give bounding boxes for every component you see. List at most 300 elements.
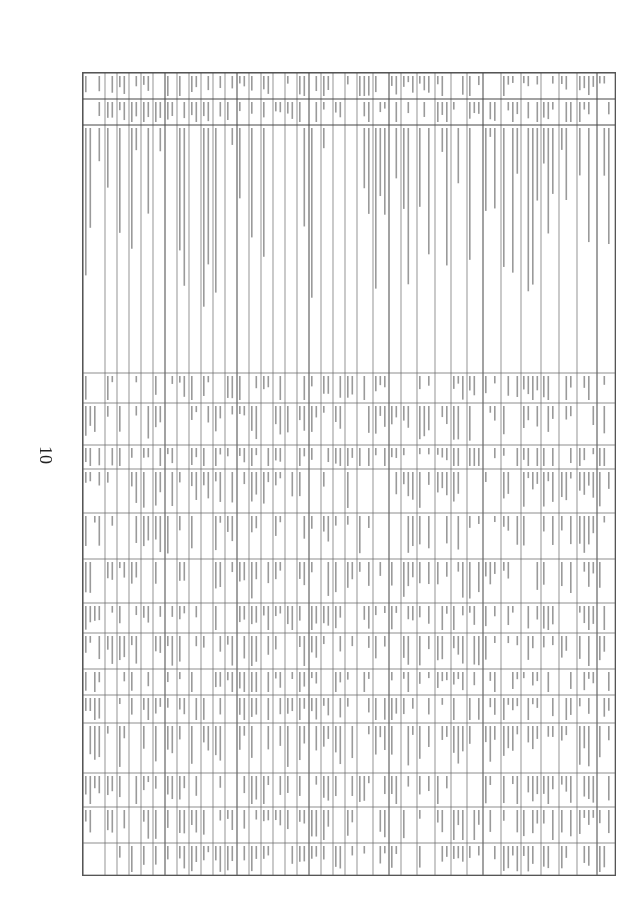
cell-text-mark [148,672,150,686]
cell-text-mark [244,606,246,620]
cell-text-mark [191,846,193,871]
cell-text-mark [335,562,337,592]
cell-text-mark [396,472,398,494]
cell-text-mark [548,846,550,868]
cell-text-mark [485,776,487,803]
cell-text-mark [508,102,510,110]
cell-text-mark [552,448,554,466]
cell-text-mark [503,698,505,720]
cell-text-mark [485,376,487,393]
cell-text-mark [552,516,554,545]
cell-text-mark [384,810,386,837]
cell-text-mark [437,102,439,122]
cell-text-mark [428,448,430,454]
cell-text-mark [566,776,568,792]
cell-text-mark [136,562,138,577]
cell-text-mark [160,606,162,617]
cell-text-mark [347,516,349,525]
cell-text-mark [328,516,330,542]
cell-text-mark [340,672,342,682]
cell-text-mark [172,376,174,384]
cell-text-mark [446,606,448,614]
cell-text-mark [442,406,444,417]
cell-text-mark [570,376,572,388]
cell-text-mark [316,102,318,122]
cell-text-mark [263,102,265,117]
cell-text-mark [196,76,198,87]
cell-text-mark [304,846,306,861]
cell-text-mark [251,448,253,466]
cell-text-mark [593,606,595,624]
cell-text-mark [469,606,471,613]
cell-text-mark [474,636,476,665]
cell-text-mark [191,672,193,692]
cell-text-mark [316,698,318,719]
cell-text-mark [275,102,277,111]
cell-text-mark [191,102,193,115]
cell-text-mark [453,448,455,466]
cell-text-mark [311,606,313,630]
cell-text-mark [220,472,222,502]
cell-text-mark [244,448,246,462]
cell-text-mark [148,810,150,839]
cell-text-mark [552,698,554,716]
cell-text-mark [112,376,114,382]
cell-text-mark [124,810,126,828]
cell-text-mark [593,562,595,573]
cell-text-mark [94,698,96,720]
cell-text-mark [335,726,337,752]
cell-text-mark [532,672,534,685]
cell-text-mark [251,672,253,692]
cell-text-mark [412,606,414,620]
cell-text-mark [323,472,325,487]
cell-text-mark [280,472,282,478]
cell-text-mark [588,776,590,799]
cell-text-mark [179,376,181,383]
cell-text-mark [412,726,414,735]
cell-text-mark [256,516,258,528]
cell-text-mark [469,448,471,466]
cell-text-mark [604,636,606,652]
cell-text-mark [517,810,519,832]
cell-text-mark [419,846,421,868]
cell-text-mark [494,128,496,208]
cell-text-mark [184,846,186,868]
cell-text-mark [232,376,234,398]
cell-text-mark [239,562,241,582]
cell-text-mark [136,128,138,150]
cell-text-mark [160,102,162,118]
cell-text-mark [244,698,246,720]
cell-text-mark [458,128,460,183]
cell-text-mark [412,562,414,577]
cell-text-mark [462,376,464,400]
cell-text-mark [328,76,330,90]
cell-text-mark [458,516,460,550]
cell-text-mark [131,128,133,249]
cell-text-mark [131,102,133,122]
cell-text-mark [99,636,101,659]
cell-text-mark [380,726,382,737]
cell-text-mark [251,516,253,532]
cell-text-mark [244,76,246,86]
cell-text-mark [532,846,534,864]
cell-text-mark [244,726,246,736]
cell-text-mark [256,406,258,439]
cell-text-mark [528,102,530,118]
cell-text-mark [107,810,109,830]
cell-text-mark [251,76,253,91]
cell-text-mark [446,128,448,265]
cell-text-mark [359,562,361,572]
cell-text-mark [220,776,222,788]
cell-text-mark [428,726,430,747]
cell-text-mark [478,636,480,665]
cell-text-mark [408,562,410,586]
cell-text-mark [227,846,229,870]
cell-text-mark [359,448,361,466]
cell-text-mark [469,846,471,858]
cell-text-mark [179,128,181,250]
cell-text-mark [85,606,87,630]
cell-text-mark [391,406,393,424]
cell-text-mark [148,102,150,117]
cell-text-mark [287,698,289,714]
cell-text-mark [364,102,366,116]
cell-text-mark [124,76,126,94]
cell-text-mark [311,636,313,652]
cell-text-mark [316,606,318,624]
cell-text-mark [570,776,572,803]
cell-text-mark [503,776,505,803]
cell-text-mark [608,128,610,244]
cell-text-mark [532,636,534,648]
cell-text-mark [112,76,114,93]
cell-text-mark [136,102,138,116]
cell-text-mark [99,448,101,465]
cell-text-mark [584,76,586,88]
cell-text-mark [419,672,421,684]
cell-text-mark [462,76,464,95]
cell-text-mark [172,448,174,463]
cell-text-mark [608,672,610,691]
cell-text-mark [124,636,126,657]
cell-text-mark [316,810,318,837]
cell-text-mark [359,516,361,553]
cell-text-mark [384,128,386,215]
cell-text-mark [347,76,349,84]
cell-text-mark [523,406,525,428]
cell-text-mark [561,636,563,658]
cell-text-mark [220,406,222,418]
cell-text-mark [275,562,277,579]
cell-text-mark [347,698,349,707]
cell-text-mark [428,562,430,584]
cell-text-mark [94,776,96,788]
cell-text-mark [599,636,601,660]
cell-text-mark [268,606,270,630]
cell-text-mark [384,846,386,853]
cell-text-mark [490,562,492,584]
cell-text-mark [566,726,568,735]
cell-text-mark [437,448,439,455]
cell-text-mark [485,128,487,211]
cell-text-mark [419,516,421,544]
cell-text-mark [419,406,421,439]
cell-text-mark [396,76,398,94]
cell-text-mark [503,726,505,756]
cell-text-mark [90,726,92,754]
cell-text-mark [408,516,410,553]
cell-text-mark [85,472,87,483]
cell-text-mark [469,128,471,260]
cell-text-mark [453,606,455,630]
cell-text-mark [316,776,318,785]
cell-text-mark [408,128,410,284]
cell-text-mark [494,448,496,458]
cell-text-mark [251,636,253,666]
cell-text-mark [119,776,121,797]
cell-text-mark [604,406,606,433]
cell-text-mark [191,810,193,825]
cell-text-mark [566,636,568,651]
cell-text-mark [608,472,610,489]
cell-text-mark [179,726,181,739]
cell-text-mark [368,128,370,214]
cell-text-mark [316,636,318,658]
cell-text-mark [323,636,325,644]
cell-text-mark [543,376,545,397]
cell-text-mark [311,448,313,460]
cell-text-mark [143,776,145,790]
cell-text-mark [608,102,610,114]
cell-text-mark [311,128,313,298]
cell-text-mark [347,472,349,508]
cell-text-mark [263,76,265,89]
cell-text-mark [340,606,342,618]
cell-text-mark [532,776,534,801]
cell-text-mark [172,606,174,617]
cell-text-mark [561,776,563,785]
cell-text-mark [419,448,421,454]
cell-text-mark [396,776,398,804]
cell-text-mark [453,406,455,440]
cell-text-mark [608,810,610,833]
cell-text-mark [368,636,370,648]
cell-text-mark [503,406,505,434]
cell-text-mark [155,726,157,761]
cell-text-mark [99,698,101,719]
budget-program-table [82,72,616,876]
cell-text-mark [503,846,505,871]
cell-text-mark [442,846,444,862]
cell-text-mark [196,102,198,122]
cell-text-mark [107,102,109,118]
cell-text-mark [566,76,568,90]
cell-text-mark [155,776,157,789]
cell-text-mark [304,406,306,431]
cell-text-mark [299,698,301,720]
cell-text-mark [508,606,510,625]
cell-text-mark [155,406,157,427]
cell-text-mark [107,406,109,417]
cell-text-mark [112,606,114,613]
cell-text-mark [280,726,282,746]
cell-text-mark [232,76,234,88]
cell-text-mark [408,472,410,496]
cell-text-mark [512,606,514,613]
cell-text-mark [532,810,534,833]
cell-text-mark [579,76,581,90]
cell-text-mark [244,776,246,793]
cell-text-mark [304,636,306,666]
cell-text-mark [220,636,222,652]
cell-text-mark [462,636,464,664]
cell-text-mark [304,516,306,539]
cell-text-mark [494,102,496,121]
cell-text-mark [316,406,318,417]
cell-text-mark [208,102,210,121]
cell-text-mark [494,406,496,421]
cell-text-mark [85,76,87,92]
cell-text-mark [561,516,563,530]
cell-text-mark [179,846,181,858]
cell-text-mark [579,448,581,466]
cell-text-mark [403,128,405,209]
cell-text-mark [570,516,572,544]
cell-text-mark [412,76,414,93]
cell-text-mark [155,562,157,584]
cell-text-mark [220,810,222,821]
cell-text-mark [352,562,354,579]
cell-text-mark [570,810,572,836]
cell-text-mark [299,636,301,647]
cell-text-mark [523,76,525,83]
cell-text-mark [167,636,169,646]
cell-text-mark [167,448,169,454]
cell-text-mark [537,776,539,794]
cell-text-mark [299,672,301,692]
cell-text-mark [396,406,398,417]
cell-text-mark [227,102,229,120]
cell-text-mark [532,698,534,704]
cell-text-mark [323,406,325,413]
cell-text-mark [490,776,492,785]
cell-text-mark [99,776,101,793]
cell-text-mark [191,76,193,92]
cell-text-mark [579,472,581,491]
cell-text-mark [311,672,313,678]
cell-text-mark [528,606,530,628]
cell-text-mark [208,376,210,382]
cell-text-mark [453,472,455,502]
cell-text-mark [384,776,386,794]
cell-text-mark [208,76,210,90]
cell-text-mark [453,636,455,648]
cell-text-mark [131,672,133,691]
cell-text-mark [512,128,514,273]
cell-text-mark [512,776,514,784]
cell-text-mark [548,406,550,432]
cell-text-mark [593,76,595,87]
cell-text-mark [579,128,581,175]
cell-text-mark [251,562,253,598]
cell-text-mark [561,472,563,497]
cell-text-mark [408,406,410,428]
cell-text-mark [408,726,410,765]
cell-text-mark [396,846,398,854]
cell-text-mark [584,562,586,572]
cell-text-mark [537,102,539,122]
cell-text-mark [107,636,109,650]
cell-text-mark [160,698,162,707]
cell-text-mark [347,810,349,836]
cell-text-mark [167,102,169,120]
cell-text-mark [403,636,405,658]
cell-text-mark [239,406,241,414]
cell-text-mark [458,472,460,494]
cell-text-mark [446,102,448,122]
cell-text-mark [107,128,109,188]
cell-text-mark [280,606,282,613]
cell-text-mark [90,776,92,804]
cell-text-mark [588,516,590,544]
cell-text-mark [244,672,246,692]
cell-text-mark [112,448,114,465]
cell-text-mark [136,406,138,416]
cell-text-mark [256,472,258,495]
cell-text-mark [335,672,337,692]
cell-text-mark [437,672,439,688]
cell-text-mark [543,516,545,531]
cell-text-mark [215,562,217,588]
cell-text-mark [347,376,349,398]
cell-text-mark [442,102,444,115]
cell-text-mark [352,726,354,758]
cell-text-mark [119,846,121,858]
cell-text-mark [375,406,377,434]
cell-text-mark [599,448,601,466]
cell-text-mark [442,448,444,457]
cell-text-mark [155,846,157,865]
cell-text-mark [419,76,421,84]
cell-text-mark [599,726,601,757]
cell-text-mark [528,846,530,871]
cell-text-mark [323,76,325,96]
cell-text-mark [380,128,382,196]
cell-text-mark [239,448,241,456]
cell-text-mark [160,472,162,492]
cell-text-mark [548,672,550,692]
cell-text-mark [340,376,342,398]
cell-text-mark [263,128,265,257]
cell-text-mark [196,406,198,412]
cell-text-mark [256,672,258,692]
cell-text-mark [494,636,496,643]
cell-text-mark [474,672,476,685]
cell-text-mark [148,776,150,782]
cell-text-mark [256,776,258,800]
cell-text-mark [148,516,150,540]
cell-text-mark [424,406,426,436]
cell-text-mark [552,776,554,789]
cell-text-mark [215,128,217,293]
cell-text-mark [184,606,186,613]
cell-text-mark [203,846,205,860]
cell-text-mark [232,672,234,692]
cell-text-mark [446,562,448,577]
